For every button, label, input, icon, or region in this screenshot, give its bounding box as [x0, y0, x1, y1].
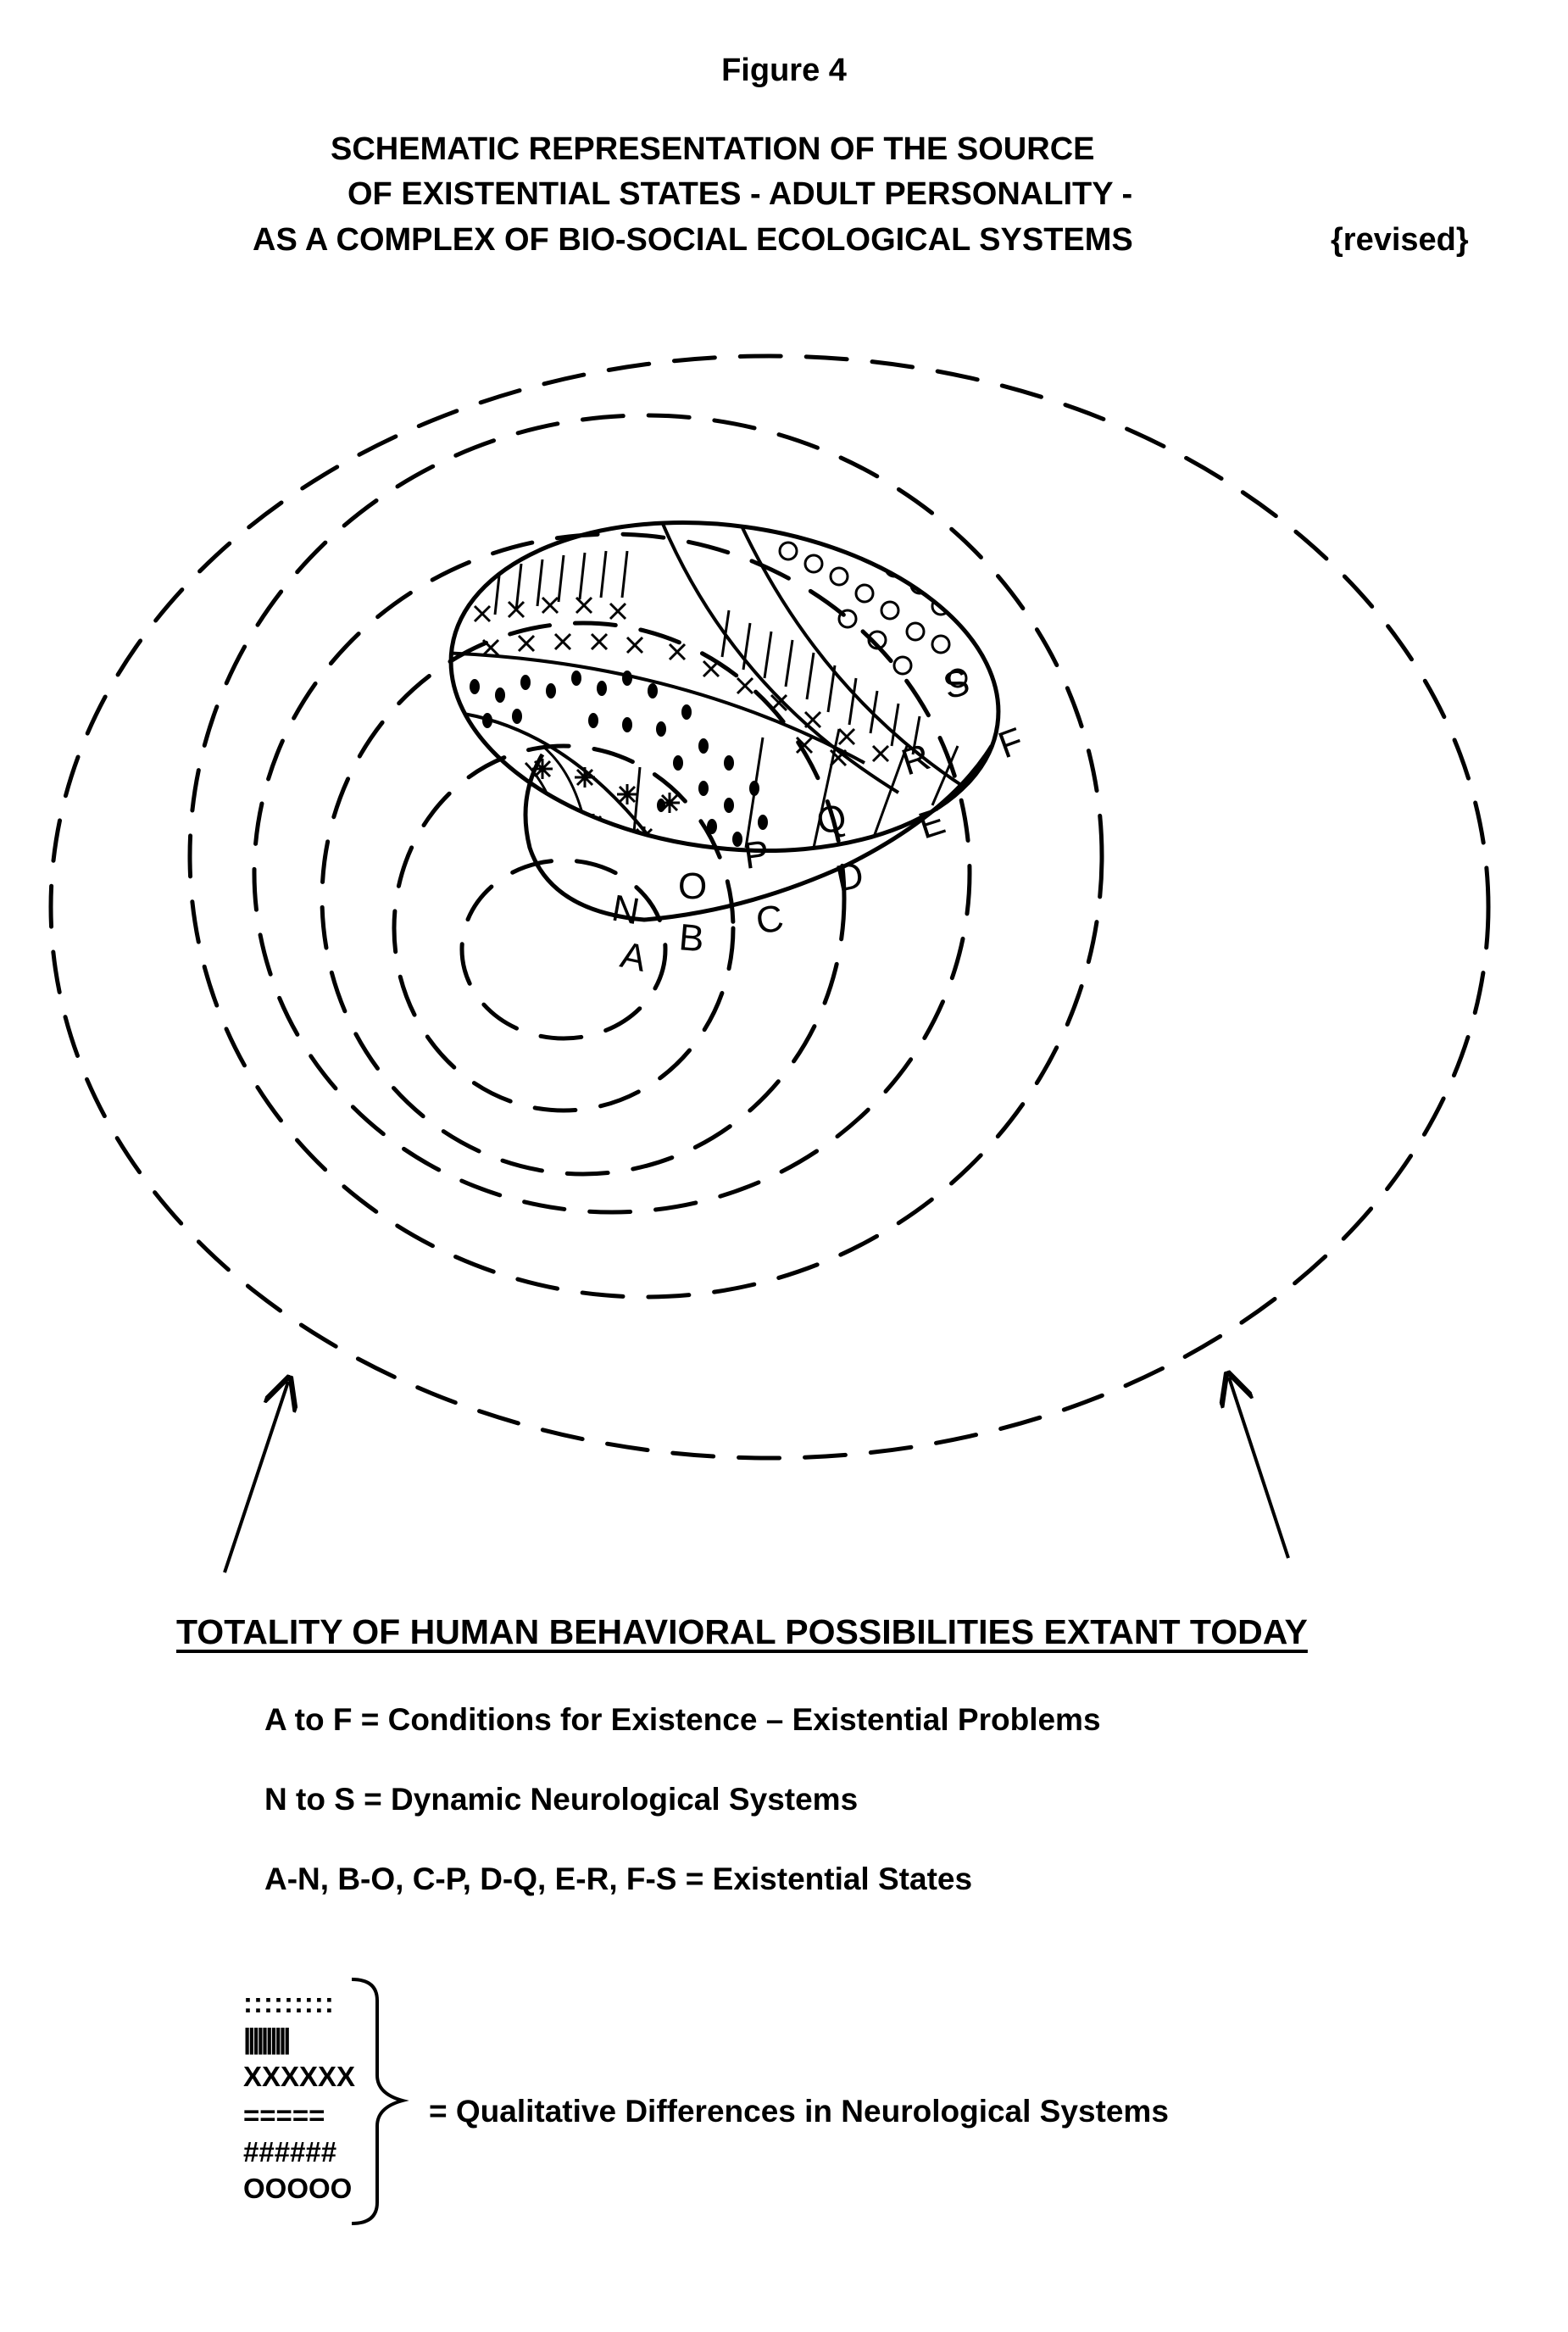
system-label-p: P: [741, 832, 772, 877]
legend-conditions: A to F = Conditions for Existence – Existential Problems: [264, 1702, 1101, 1737]
figure-label: Figure 4: [721, 53, 847, 88]
system-label-o: O: [678, 865, 708, 907]
system-label-s: S: [938, 660, 974, 708]
ring-label-e: E: [913, 799, 951, 848]
symbol-hashes: ######: [243, 2136, 337, 2168]
ring-label-f: F: [993, 720, 1029, 767]
ring-label-d: D: [831, 854, 868, 900]
totality-caption: TOTALITY OF HUMAN BEHAVIORAL POSSIBILITIES EXTANT TODAY: [176, 1612, 1308, 1651]
legend-brace: [343, 1975, 428, 2229]
symbol-equals: =====: [243, 2100, 325, 2131]
revised-tag: {revised}: [1331, 222, 1469, 258]
legend-states: A-N, B-O, C-P, D-Q, E-R, F-S = Existential States: [264, 1862, 973, 1896]
ecological-systems-diagram: [0, 280, 1568, 1602]
system-label-n: N: [609, 887, 643, 933]
symbols-description: = Qualitative Differences in Neurological Systems: [429, 2094, 1169, 2129]
ring-label-b: B: [677, 916, 706, 960]
system-label-q: Q: [812, 795, 851, 843]
system-label-r: R: [896, 736, 936, 784]
right-arrow: [1229, 1377, 1288, 1558]
heading-line-1: SCHEMATIC REPRESENTATION OF THE SOURCE: [331, 131, 1095, 167]
neurological-systems-blob: [430, 466, 1020, 920]
symbol-circles: OOOOO: [243, 2173, 353, 2204]
ring-label-c: C: [753, 897, 787, 943]
legend-systems: N to S = Dynamic Neurological Systems: [264, 1782, 859, 1817]
symbol-bars: ||||||||||: [243, 2023, 288, 2054]
symbol-dots: :::::::::: [243, 1987, 335, 2018]
heading-line-3: AS A COMPLEX OF BIO-SOCIAL ECOLOGICAL SYSTEMS: [253, 222, 1133, 258]
heading-line-2: OF EXISTENTIAL STATES - ADULT PERSONALITY -: [348, 176, 1133, 212]
left-arrow: [225, 1382, 288, 1572]
ring-label-a: A: [616, 933, 650, 980]
symbol-crosses: XXXXXX: [243, 2061, 356, 2092]
